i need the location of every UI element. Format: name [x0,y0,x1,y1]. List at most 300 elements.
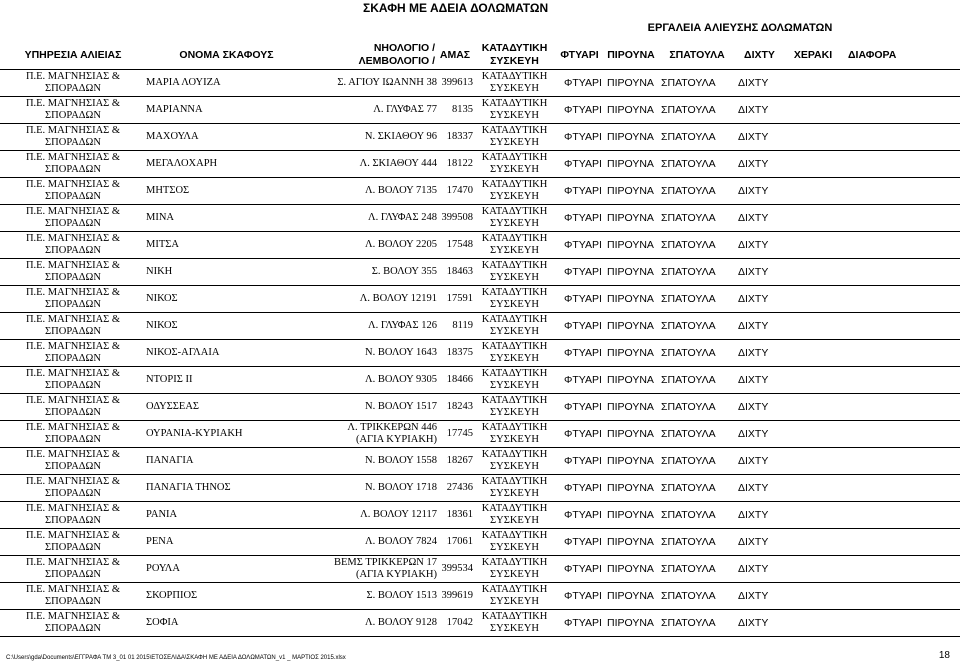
table-row [0,151,960,178]
registry: Λ. ΒΟΛΟΥ 7824 [364,536,437,547]
amas-number: 17548 [446,239,473,250]
cell-tool-hand [784,448,842,475]
cell-service [0,205,146,232]
cell-tool-net [735,286,784,313]
cell-tool-spatula [659,394,735,421]
cell-tool-fork [603,178,659,205]
tool-fork: ΠΙΡΟΥΝΑ [607,131,654,143]
cell-catch-device [473,313,556,340]
amas-number: 399619 [441,590,473,601]
catch-device-line1: ΚΑΤΑΔΥΤΙΚΗ [481,260,548,271]
amas-number: 17061 [446,536,473,547]
cell-service [0,475,146,502]
service-line1: Π.Ε. ΜΑΓΝΗΣΙΑΣ & [25,476,121,487]
cell-registry [307,502,437,529]
cell-ship-name [146,205,307,232]
tool-shovel: ΦΤΥΑΡΙ [564,212,602,224]
tool-spatula: ΣΠΑΤΟΥΛΑ [661,131,716,143]
table-row [0,124,960,151]
cell-ship-name [146,151,307,178]
catch-device-line1: ΚΑΤΑΔΥΤΙΚΗ [481,449,548,460]
catch-device-line2: ΣΥΣΚΕΥΗ [490,326,539,337]
tool-fork: ΠΙΡΟΥΝΑ [607,617,654,629]
service-line1: Π.Ε. ΜΑΓΝΗΣΙΑΣ & [25,341,121,352]
registry: Λ. ΒΟΛΟΥ 2205 [364,239,437,250]
cell-catch-device [473,529,556,556]
cell-tool-misc [842,313,960,340]
tool-spatula: ΣΠΑΤΟΥΛΑ [661,509,716,521]
catch-device-line1: ΚΑΤΑΔΥΤΙΚΗ [481,314,548,325]
ship-name: ΡΟΥΛΑ [146,563,180,574]
cell-amas [437,259,473,286]
amas-number: 17745 [446,428,473,439]
cell-ship-name [146,259,307,286]
registry: Λ. ΓΛΥΦΑΣ 77 [373,104,437,115]
cell-tool-fork [603,313,659,340]
ship-name: ΡΕΝΑ [146,536,174,547]
cell-tool-spatula [659,340,735,367]
cell-tool-net [735,475,784,502]
amas-number: 18337 [446,131,473,142]
cell-tool-net [735,448,784,475]
cell-amas [437,556,473,583]
cell-tool-fork [603,205,659,232]
cell-tool-net [735,556,784,583]
ship-name: ΡΑΝΙΑ [146,509,178,520]
cell-tool-fork [603,583,659,610]
service-line1: Π.Ε. ΜΑΓΝΗΣΙΑΣ & [25,503,121,514]
amas-number: 399613 [441,77,473,88]
cell-tool-spatula [659,70,735,97]
cell-tool-net [735,502,784,529]
registry-line2: (ΑΓΙΑ ΚΥΡΙΑΚΗ) [355,434,437,445]
cell-tool-fork [603,556,659,583]
registry: Σ. ΑΓΙΟΥ ΙΩΑΝΝΗ 38 [337,77,437,88]
cell-tool-spatula [659,205,735,232]
catch-device-line2: ΣΥΣΚΕΥΗ [490,488,539,499]
cell-amas [437,70,473,97]
tool-fork: ΠΙΡΟΥΝΑ [607,509,654,521]
cell-catch-device [473,502,556,529]
cell-registry [307,286,437,313]
tool-spatula: ΣΠΑΤΟΥΛΑ [661,158,716,170]
catch-device-line1: ΚΑΤΑΔΥΤΙΚΗ [481,395,548,406]
catch-device-line2: ΣΥΣΚΕΥΗ [490,380,539,391]
registry: Λ. ΒΟΛΟΥ 9305 [364,374,437,385]
cell-tool-spatula [659,97,735,124]
cell-service [0,556,146,583]
cell-tool-shovel [556,610,603,637]
header-tool-net: ΔΙΧΤΥ [735,41,784,70]
cell-amas [437,448,473,475]
ship-name: ΝΙΚΟΣ-ΑΓΛΑΙΑ [146,347,220,358]
cell-tool-misc [842,448,960,475]
cell-tool-misc [842,205,960,232]
cell-catch-device [473,340,556,367]
table-row [0,286,960,313]
cell-tool-shovel [556,178,603,205]
amas-number: 8119 [452,320,473,331]
table-row [0,205,960,232]
catch-device-line1: ΚΑΤΑΔΥΤΙΚΗ [481,422,548,433]
cell-tool-shovel [556,205,603,232]
service-line1: Π.Ε. ΜΑΓΝΗΣΙΑΣ & [25,314,121,325]
cell-tool-misc [842,340,960,367]
cell-registry [307,475,437,502]
title-text: ΣΚΑΦΗ ΜΕ ΑΔΕΙΑ ΔΟΛΩΜΑΤΩΝ [363,1,549,15]
ship-name: ΟΥΡΑΝΙΑ-ΚΥΡΙΑΚΗ [146,428,243,439]
cell-amas [437,502,473,529]
cell-tool-spatula [659,367,735,394]
cell-tool-spatula [659,259,735,286]
service-line2: ΣΠΟΡΑΔΩΝ [45,488,101,499]
cell-tool-hand [784,259,842,286]
cell-registry [307,448,437,475]
ships-table [0,41,960,637]
tool-shovel: ΦΤΥΑΡΙ [564,320,602,332]
cell-tool-net [735,313,784,340]
tool-net: ΔΙΧΤΥ [738,131,769,143]
tool-spatula: ΣΠΑΤΟΥΛΑ [661,185,716,197]
cell-catch-device [473,124,556,151]
catch-device-line1: ΚΑΤΑΔΥΤΙΚΗ [481,503,548,514]
cell-tool-net [735,232,784,259]
cell-tool-spatula [659,232,735,259]
cell-tool-hand [784,286,842,313]
cell-service [0,421,146,448]
cell-catch-device [473,421,556,448]
cell-tool-spatula [659,448,735,475]
cell-registry [307,421,437,448]
tool-shovel: ΦΤΥΑΡΙ [564,455,602,467]
cell-tool-shovel [556,97,603,124]
table-row [0,610,960,637]
cell-tool-fork [603,259,659,286]
amas-number: 18243 [446,401,473,412]
table-row [0,448,960,475]
tool-shovel: ΦΤΥΑΡΙ [564,77,602,89]
tool-net: ΔΙΧΤΥ [738,455,769,467]
amas-number: 17042 [446,617,473,628]
cell-service [0,151,146,178]
tool-net: ΔΙΧΤΥ [738,590,769,602]
header-catch-device-line1: ΚΑΤΑΔΥΤΙΚΗ [481,42,548,54]
catch-device-line1: ΚΑΤΑΔΥΤΙΚΗ [481,233,548,244]
cell-ship-name [146,97,307,124]
tool-fork: ΠΙΡΟΥΝΑ [607,536,654,548]
cell-tool-hand [784,475,842,502]
cell-catch-device [473,475,556,502]
service-line2: ΣΠΟΡΑΔΩΝ [45,218,101,229]
cell-catch-device [473,448,556,475]
cell-tool-shovel [556,475,603,502]
tool-shovel: ΦΤΥΑΡΙ [564,563,602,575]
cell-tool-net [735,529,784,556]
header-registry-line2: ΛΕΜΒΟΛΟΓΙΟ / [358,55,435,67]
service-line1: Π.Ε. ΜΑΓΝΗΣΙΑΣ & [25,422,121,433]
cell-tool-hand [784,610,842,637]
cell-tool-shovel [556,232,603,259]
file-path-footer: C:\Users\gda\Documents\ΕΓΓΡΑΦΑ ΤΜ 3_01 01 2015\ΕΤΟΣΕΛΙΔΑ\ΣΚΑΦΗ ΜΕ ΑΔΕΙΑ ΔΟΛΩΜΑΤΩΝ_v1 _ ΜΑΡΤΙΟΣ 2015.xlsx [6,655,346,661]
table-row [0,421,960,448]
ship-name: ΝΤΟΡΙΣ ΙΙ [146,374,193,385]
cell-service [0,583,146,610]
cell-tool-hand [784,70,842,97]
tool-net: ΔΙΧΤΥ [738,509,769,521]
cell-tool-net [735,178,784,205]
amas-number: 18122 [446,158,473,169]
ship-name: ΜΙΤΣΑ [146,239,179,250]
amas-number: 18375 [446,347,473,358]
cell-catch-device [473,178,556,205]
cell-amas [437,367,473,394]
cell-ship-name [146,124,307,151]
cell-tool-misc [842,421,960,448]
cell-tool-shovel [556,556,603,583]
service-line1: Π.Ε. ΜΑΓΝΗΣΙΑΣ & [25,233,121,244]
header-service: ΥΠΗΡΕΣΙΑ ΑΛΙΕΙΑΣ [0,41,146,70]
cell-ship-name [146,583,307,610]
cell-service [0,286,146,313]
cell-tool-misc [842,286,960,313]
registry: Λ. ΓΛΥΦΑΣ 248 [368,212,437,223]
tool-shovel: ΦΤΥΑΡΙ [564,347,602,359]
ship-name: ΜΗΤΣΟΣ [146,185,190,196]
service-line2: ΣΠΟΡΑΔΩΝ [45,569,101,580]
cell-tool-misc [842,610,960,637]
table-row [0,70,960,97]
cell-tool-net [735,97,784,124]
catch-device-line2: ΣΥΣΚΕΥΗ [490,83,539,94]
cell-catch-device [473,205,556,232]
catch-device-line1: ΚΑΤΑΔΥΤΙΚΗ [481,206,548,217]
tool-net: ΔΙΧΤΥ [738,185,769,197]
cell-tool-misc [842,178,960,205]
header-tool-misc: ΔΙΑΦΟΡΑ [842,41,960,70]
cell-ship-name [146,70,307,97]
service-line1: Π.Ε. ΜΑΓΝΗΣΙΑΣ & [25,71,121,82]
table-row [0,367,960,394]
cell-tool-misc [842,556,960,583]
tool-fork: ΠΙΡΟΥΝΑ [607,347,654,359]
tool-fork: ΠΙΡΟΥΝΑ [607,401,654,413]
cell-tool-hand [784,583,842,610]
registry-line1: ΒΕΜΣ ΤΡΙΚΚΕΡΩΝ 17 [334,557,437,568]
cell-tool-fork [603,448,659,475]
cell-tool-net [735,367,784,394]
catch-device-line2: ΣΥΣΚΕΥΗ [490,353,539,364]
cell-service [0,232,146,259]
service-line1: Π.Ε. ΜΑΓΝΗΣΙΑΣ & [25,368,121,379]
tool-spatula: ΣΠΑΤΟΥΛΑ [661,212,716,224]
cell-tool-shovel [556,340,603,367]
cell-catch-device [473,367,556,394]
tool-shovel: ΦΤΥΑΡΙ [564,590,602,602]
tool-fork: ΠΙΡΟΥΝΑ [607,428,654,440]
catch-device-line2: ΣΥΣΚΕΥΗ [490,623,539,634]
cell-tool-fork [603,610,659,637]
tool-shovel: ΦΤΥΑΡΙ [564,239,602,251]
cell-tool-hand [784,313,842,340]
cell-tool-hand [784,502,842,529]
tool-spatula: ΣΠΑΤΟΥΛΑ [661,347,716,359]
tool-shovel: ΦΤΥΑΡΙ [564,509,602,521]
cell-tool-spatula [659,610,735,637]
cell-tool-net [735,583,784,610]
tool-spatula: ΣΠΑΤΟΥΛΑ [661,455,716,467]
tool-net: ΔΙΧΤΥ [738,266,769,278]
cell-catch-device [473,259,556,286]
cell-registry [307,232,437,259]
catch-device-line2: ΣΥΣΚΕΥΗ [490,515,539,526]
table-row [0,259,960,286]
table-row [0,583,960,610]
cell-tool-shovel [556,313,603,340]
service-line1: Π.Ε. ΜΑΓΝΗΣΙΑΣ & [25,152,121,163]
cell-ship-name [146,313,307,340]
cell-tool-hand [784,97,842,124]
tool-spatula: ΣΠΑΤΟΥΛΑ [661,590,716,602]
cell-service [0,313,146,340]
tool-fork: ΠΙΡΟΥΝΑ [607,482,654,494]
header-ship-name: ΟΝΟΜΑ ΣΚΑΦΟΥΣ [146,41,307,70]
cell-tool-spatula [659,178,735,205]
table-row [0,340,960,367]
registry: Λ. ΒΟΛΟΥ 9128 [364,617,437,628]
cell-tool-spatula [659,583,735,610]
cell-tool-shovel [556,448,603,475]
ship-name: ΣΚΟΡΠΙΟΣ [146,590,198,601]
cell-tool-spatula [659,313,735,340]
cell-tool-shovel [556,124,603,151]
cell-registry [307,97,437,124]
tool-fork: ΠΙΡΟΥΝΑ [607,590,654,602]
cell-tool-fork [603,529,659,556]
service-line1: Π.Ε. ΜΑΓΝΗΣΙΑΣ & [25,125,121,136]
cell-tool-misc [842,475,960,502]
cell-tool-fork [603,421,659,448]
catch-device-line1: ΚΑΤΑΔΥΤΙΚΗ [481,530,548,541]
cell-tool-net [735,421,784,448]
service-line2: ΣΠΟΡΑΔΩΝ [45,299,101,310]
cell-registry [307,610,437,637]
tool-fork: ΠΙΡΟΥΝΑ [607,293,654,305]
service-line1: Π.Ε. ΜΑΓΝΗΣΙΑΣ & [25,179,121,190]
cell-ship-name [146,502,307,529]
catch-device-line2: ΣΥΣΚΕΥΗ [490,164,539,175]
amas-number: 27436 [446,482,473,493]
cell-tool-hand [784,205,842,232]
cell-registry [307,151,437,178]
amas-number: 17470 [446,185,473,196]
cell-service [0,448,146,475]
cell-ship-name [146,475,307,502]
cell-tool-misc [842,502,960,529]
tools-group-header: ΕΡΓΑΛΕΙΑ ΑΛΙΕΥΣΗΣ ΔΟΛΩΜΑΤΩΝ [647,22,833,34]
ship-name: ΜΑΡΙΑΝΝΑ [146,104,203,115]
registry: Σ. ΒΟΛΟΥ 1513 [366,590,437,601]
registry: Ν. ΒΟΛΟΥ 1643 [365,347,437,358]
catch-device-line2: ΣΥΣΚΕΥΗ [490,407,539,418]
ship-name: ΝΙΚΟΣ [146,293,178,304]
table-row [0,313,960,340]
cell-ship-name [146,178,307,205]
tool-net: ΔΙΧΤΥ [738,563,769,575]
page-number: 18 [938,650,950,661]
catch-device-line2: ΣΥΣΚΕΥΗ [490,569,539,580]
cell-tool-spatula [659,286,735,313]
registry: Λ. ΓΛΥΦΑΣ 126 [368,320,437,331]
ship-name: ΝΙΚΗ [146,266,173,277]
tool-fork: ΠΙΡΟΥΝΑ [607,77,654,89]
catch-device-line1: ΚΑΤΑΔΥΤΙΚΗ [481,98,548,109]
catch-device-line1: ΚΑΤΑΔΥΤΙΚΗ [481,368,548,379]
cell-tool-spatula [659,421,735,448]
table-row [0,97,960,124]
cell-tool-fork [603,97,659,124]
cell-ship-name [146,529,307,556]
cell-catch-device [473,97,556,124]
cell-catch-device [473,70,556,97]
table-row [0,475,960,502]
amas-number: 18463 [446,266,473,277]
cell-tool-net [735,610,784,637]
cell-tool-net [735,259,784,286]
catch-device-line2: ΣΥΣΚΕΥΗ [490,191,539,202]
header-registry [307,41,437,70]
catch-device-line2: ΣΥΣΚΕΥΗ [490,245,539,256]
tool-net: ΔΙΧΤΥ [738,428,769,440]
registry: Ν. ΒΟΛΟΥ 1517 [365,401,437,412]
cell-registry [307,556,437,583]
tool-spatula: ΣΠΑΤΟΥΛΑ [661,536,716,548]
service-line2: ΣΠΟΡΑΔΩΝ [45,245,101,256]
cell-amas [437,97,473,124]
cell-tool-hand [784,232,842,259]
cell-registry [307,259,437,286]
service-line2: ΣΠΟΡΑΔΩΝ [45,407,101,418]
cell-catch-device [473,556,556,583]
header-tool-shovel: ΦΤΥΑΡΙ [556,41,603,70]
service-line1: Π.Ε. ΜΑΓΝΗΣΙΑΣ & [25,206,121,217]
cell-amas [437,178,473,205]
cell-service [0,259,146,286]
tool-fork: ΠΙΡΟΥΝΑ [607,266,654,278]
tool-net: ΔΙΧΤΥ [738,482,769,494]
amas-number: 18361 [446,509,473,520]
registry: Λ. ΣΚΙΑΘΟΥ 444 [359,158,437,169]
cell-tool-shovel [556,367,603,394]
cell-tool-misc [842,583,960,610]
cell-tool-hand [784,178,842,205]
tool-shovel: ΦΤΥΑΡΙ [564,266,602,278]
tool-net: ΔΙΧΤΥ [738,536,769,548]
cell-amas [437,610,473,637]
tool-net: ΔΙΧΤΥ [738,401,769,413]
cell-tool-hand [784,340,842,367]
amas-number: 17591 [446,293,473,304]
cell-amas [437,205,473,232]
tool-shovel: ΦΤΥΑΡΙ [564,293,602,305]
cell-ship-name [146,610,307,637]
cell-tool-shovel [556,151,603,178]
tool-net: ΔΙΧΤΥ [738,239,769,251]
cell-registry [307,70,437,97]
tool-shovel: ΦΤΥΑΡΙ [564,131,602,143]
table-row [0,502,960,529]
tool-shovel: ΦΤΥΑΡΙ [564,374,602,386]
cell-tool-shovel [556,394,603,421]
